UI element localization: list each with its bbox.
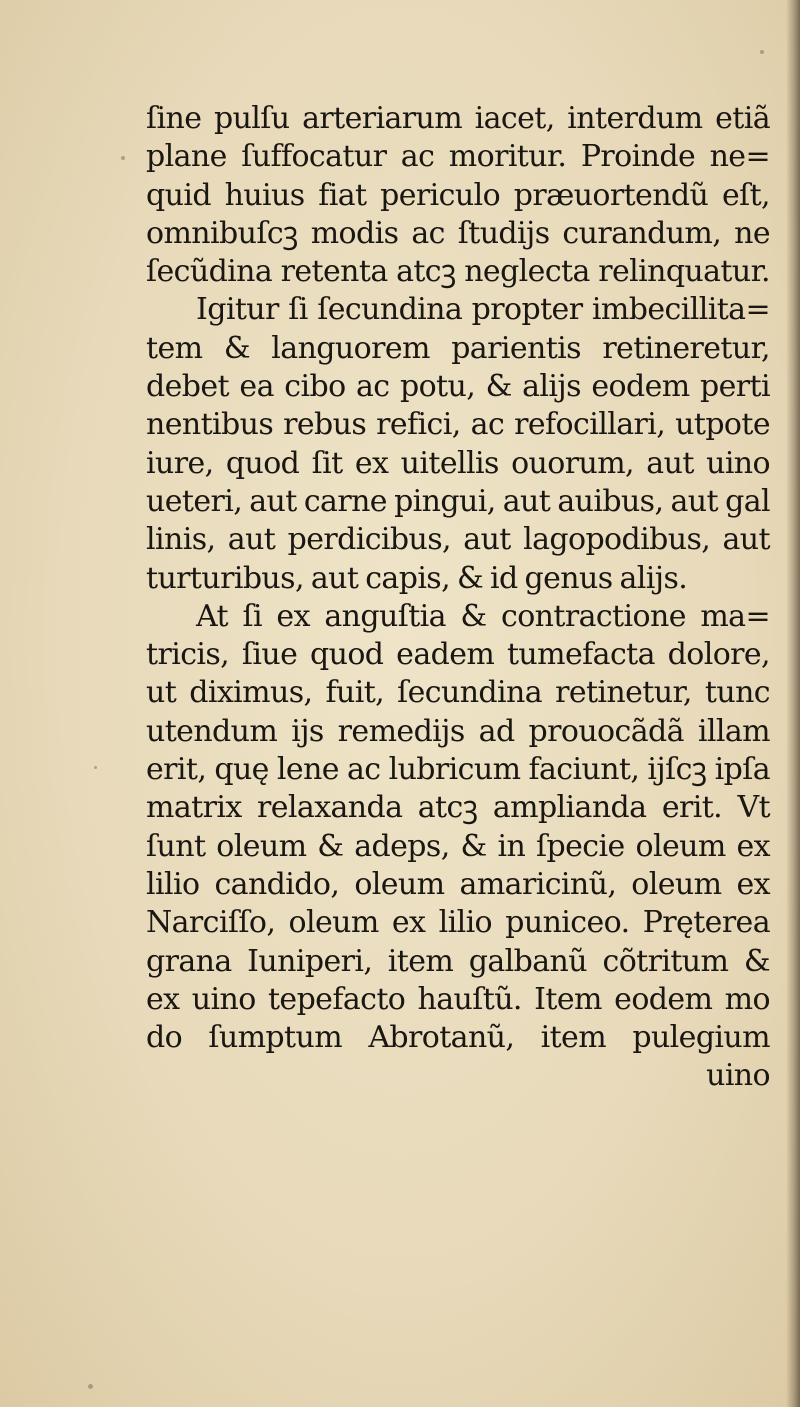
text-line: ut diximus, fuit, ſecundina retinetur, tunc <box>146 675 770 711</box>
text-block <box>146 100 770 1096</box>
text-line: iure, quod ſit ex uitellis ouorum, aut uino <box>146 445 770 481</box>
text-line: lilio candido, oleum amaricinũ, oleum ex <box>146 866 770 902</box>
ink-speck <box>94 766 97 769</box>
text-line: omnibuſcꝫ modis ac ſtudijs curandum, ne <box>146 215 770 251</box>
ink-speck <box>760 50 764 54</box>
paragraph-start-line: Igitur ſi ſecundina propter imbecillita= <box>196 292 770 328</box>
text-line: utendum ijs remedijs ad prouocãdã illam <box>146 713 770 749</box>
text-line: plane ſuffocatur ac moritur. Proinde ne= <box>146 139 770 175</box>
text-line: Narciſſo, oleum ex lilio puniceo. Pręterea <box>146 905 770 941</box>
text-line: ex uino tepefacto hauſtũ. Item eodem mo <box>146 981 770 1017</box>
text-line: tem & languorem parientis retineretur, <box>146 330 770 366</box>
page-edge-shadow <box>786 0 800 1407</box>
ink-speck <box>88 1384 93 1389</box>
text-line: debet ea cibo ac potu, & alijs eodem perti <box>146 369 770 405</box>
ink-speck <box>121 156 125 160</box>
text-line: quid huius fiat periculo præuortendũ eſt, <box>146 177 770 213</box>
catchword: uino <box>706 1058 770 1094</box>
text-line: matrix relaxanda atcꝫ amplianda erit. Vt <box>146 790 770 826</box>
text-line: nentibus rebus refici, ac refocillari, utpote <box>146 407 770 443</box>
text-line: ſine pulſu arteriarum iacet, interdum etiã <box>146 101 770 136</box>
text-line: do ſumptum Abrotanũ, item pulegium <box>146 1020 770 1056</box>
text-line: tricis, ſiue quod eadem tumefacta dolore, <box>146 637 770 673</box>
text-line: ſecũdina retenta atcꝫ neglecta relinquatur. <box>146 254 770 290</box>
text-line: ueteri, aut carne pingui, aut auibus, aut gal <box>146 483 770 519</box>
text-line: grana Iuniperi, item galbanũ cõtritum & <box>146 943 770 979</box>
text-line: ſunt oleum & adeps, & in ſpecie oleum ex <box>146 828 770 864</box>
paragraph-end-line: turturibus, aut capis, & id genus alijs. <box>146 560 688 596</box>
paragraph-start-line: At ſi ex anguſtia & contractione ma= <box>196 598 770 634</box>
text-line: linis, aut perdicibus, aut lagopodibus, aut <box>146 522 770 558</box>
text-line: erit, quę lene ac lubricum faciunt, ijſcꝫ ipſa <box>146 752 770 788</box>
